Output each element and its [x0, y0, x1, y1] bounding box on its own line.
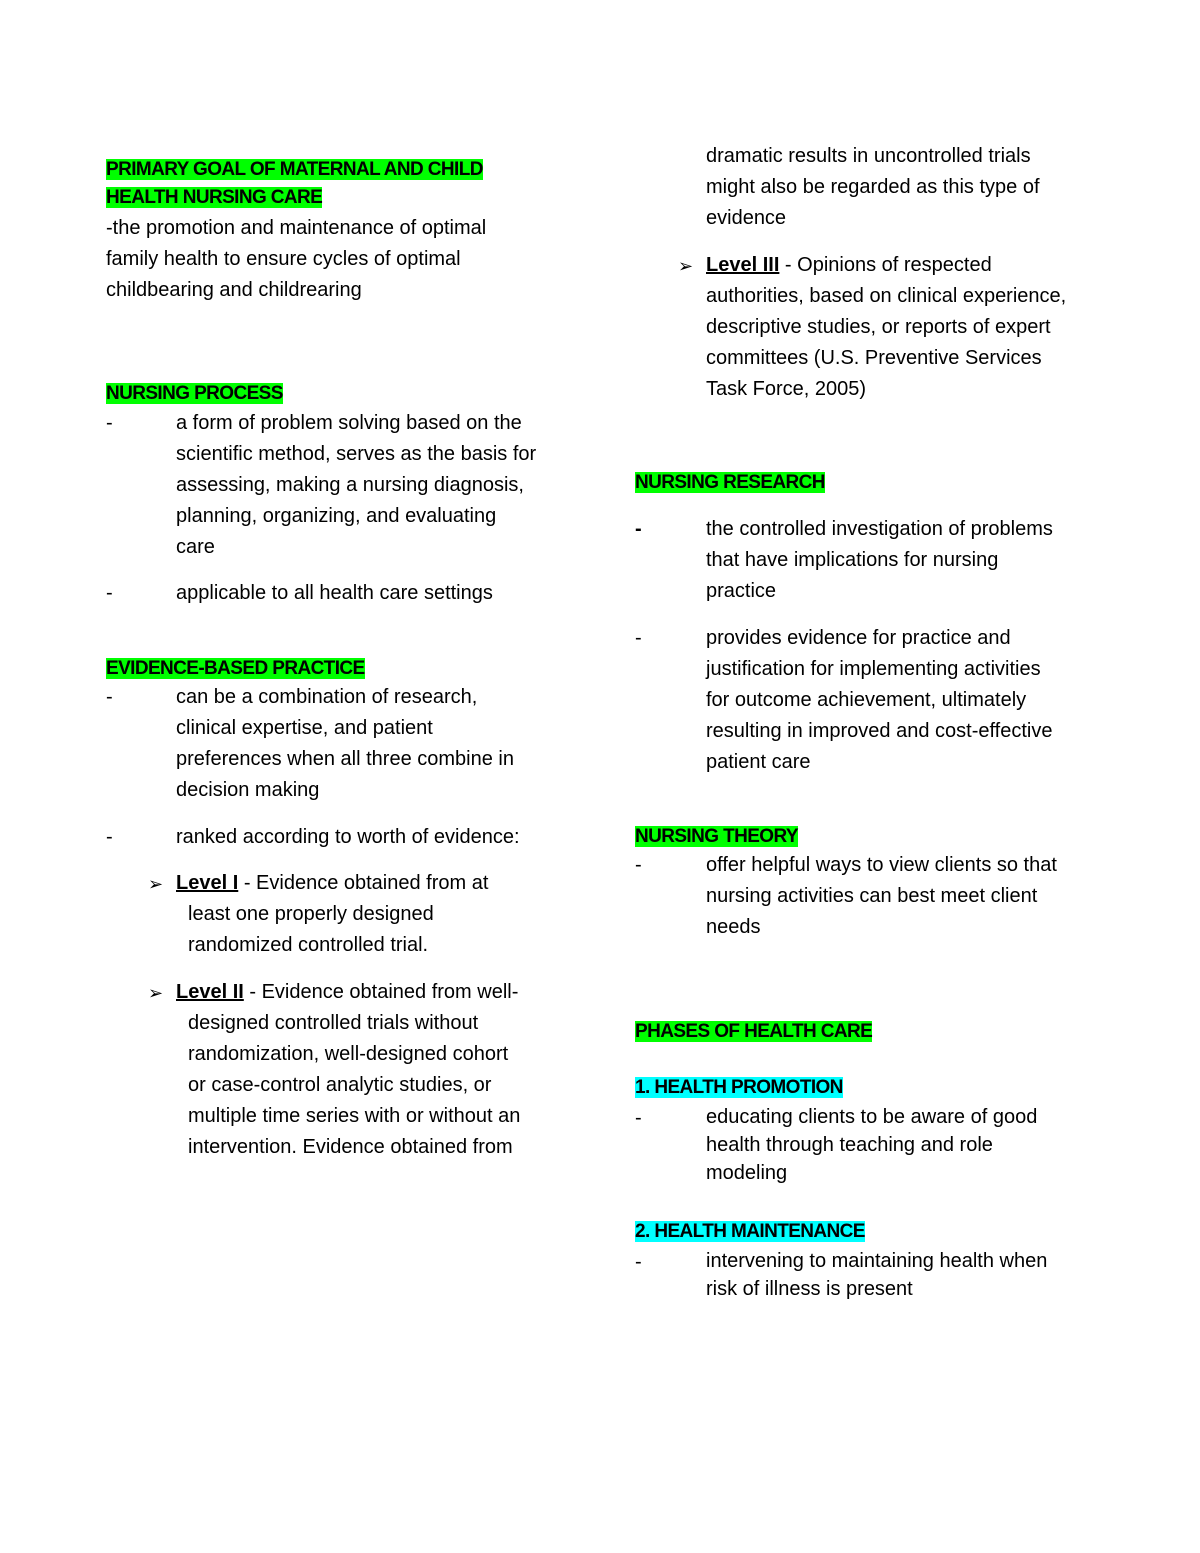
continued-line: dramatic results in uncontrolled trials [706, 145, 1031, 167]
level-2-first-line: - Evidence obtained from well- [243, 981, 519, 1003]
nursing-research-heading-text: NURSING RESEARCH [635, 472, 825, 493]
level-line: randomization, well-designed cohort [188, 1043, 509, 1065]
nursing-process-heading [106, 380, 283, 408]
arrow-bullet-icon: ➢ [148, 983, 164, 1003]
level-line: committees (U.S. Preventive Services [706, 347, 1042, 369]
bullet-line: resulting in improved and cost-effective [706, 720, 1053, 742]
level-line: least one properly designed [188, 903, 434, 925]
evidence-based-bullet-1 [176, 682, 514, 806]
primary-goal-heading-line2: HEALTH NURSING CARE [106, 187, 323, 208]
bullet-line: intervening to maintaining health when [706, 1250, 1048, 1272]
primary-goal-line: -the promotion and maintenance of optimal [106, 217, 487, 239]
level-3-first-line: - Opinions of respected [779, 254, 992, 276]
level-line: randomized controlled trial. [188, 934, 429, 956]
bullet-line: assessing, making a nursing diagnosis, [176, 474, 524, 496]
health-maintenance-bullet-1 [706, 1247, 1047, 1303]
continued-line: might also be regarded as this type of [706, 176, 1040, 198]
nursing-process-heading-text: NURSING PROCESS [106, 383, 283, 404]
bullet-line: needs [706, 916, 761, 938]
level-2-item [176, 977, 518, 1008]
bullet-dash: - [635, 627, 642, 649]
level-3-label: Level III [706, 254, 780, 276]
level-line: multiple time series with or without an [188, 1105, 521, 1127]
continued-line: evidence [706, 207, 787, 229]
bullet-line: provides evidence for practice and [706, 627, 1011, 649]
level-line: authorities, based on clinical experience, [706, 285, 1067, 307]
bullet-dash: - [635, 518, 642, 540]
bullet-dash: - [106, 686, 113, 708]
bullet-line: practice [706, 580, 777, 602]
nursing-process-bullet-2 [176, 578, 493, 609]
bullet-dash: - [106, 582, 113, 604]
bullet-line: modeling [706, 1162, 788, 1184]
primary-goal-line: family health to ensure cycles of optimal [106, 248, 461, 270]
bullet-dash: - [106, 826, 113, 848]
bullet-dash: - [635, 854, 642, 876]
bullet-line: the controlled investigation of problems [706, 518, 1053, 540]
evidence-based-heading [106, 655, 365, 683]
level-line: Task Force, 2005) [706, 378, 867, 400]
phases-heading-text: PHASES OF HEALTH CARE [635, 1021, 873, 1042]
bullet-line: that have implications for nursing [706, 549, 999, 571]
evidence-based-bullet-2 [176, 822, 520, 853]
bullet-line: decision making [176, 779, 320, 801]
level-1-continuation [188, 899, 434, 961]
health-promotion-bullet-1 [706, 1103, 1037, 1187]
bullet-line: risk of illness is present [706, 1278, 913, 1300]
health-promotion-heading [635, 1074, 843, 1102]
bullet-line: health through teaching and role [706, 1134, 993, 1156]
bullet-dash: - [635, 1251, 642, 1273]
level-line: intervention. Evidence obtained from [188, 1136, 513, 1158]
bullet-line: care [176, 536, 215, 558]
nursing-research-bullet-2 [706, 623, 1052, 778]
primary-goal-body [106, 213, 486, 306]
arrow-bullet-icon: ➢ [678, 256, 694, 276]
bullet-line: justification for implementing activities [706, 658, 1041, 680]
bullet-line: offer helpful ways to view clients so that [706, 854, 1057, 876]
bullet-line: scientific method, serves as the basis for [176, 443, 537, 465]
level-line: or case-control analytic studies, or [188, 1074, 492, 1096]
primary-goal-heading-line1: PRIMARY GOAL OF MATERNAL AND CHILD [106, 159, 483, 180]
arrow-bullet-icon: ➢ [148, 874, 164, 894]
nursing-theory-heading-text: NURSING THEORY [635, 826, 798, 847]
bullet-line: educating clients to be aware of good [706, 1106, 1038, 1128]
level-3-item [706, 250, 1066, 405]
bullet-dash: - [106, 412, 113, 434]
bullet-dash: - [635, 1107, 642, 1129]
level-1-first-line: - Evidence obtained from at [238, 872, 489, 894]
nursing-research-bullet-1 [706, 514, 1053, 607]
level-line: descriptive studies, or reports of expert [706, 316, 1051, 338]
primary-goal-line: childbearing and childrearing [106, 279, 362, 301]
bullet-line: nursing activities can best meet client [706, 885, 1038, 907]
primary-goal-heading [106, 156, 483, 212]
bullet-line: a form of problem solving based on the [176, 412, 522, 434]
nursing-research-heading [635, 469, 825, 497]
bullet-line: patient care [706, 751, 811, 773]
nursing-theory-bullet-1 [706, 850, 1057, 943]
level-line: designed controlled trials without [188, 1012, 479, 1034]
bullet-line: can be a combination of research, [176, 686, 478, 708]
level-1-item [176, 868, 488, 899]
level-1-label: Level I [176, 872, 239, 894]
bullet-line: for outcome achievement, ultimately [706, 689, 1027, 711]
bullet-line: preferences when all three combine in [176, 748, 514, 770]
bullet-line: planning, organizing, and evaluating [176, 505, 497, 527]
level-2-continuation [188, 1008, 520, 1163]
bullet-line: ranked according to worth of evidence: [176, 826, 520, 848]
phases-heading [635, 1018, 872, 1046]
bullet-line: clinical expertise, and patient [176, 717, 433, 739]
evidence-based-heading-text: EVIDENCE-BASED PRACTICE [106, 658, 365, 679]
nursing-theory-heading [635, 823, 798, 851]
bullet-line: applicable to all health care settings [176, 582, 493, 604]
health-maintenance-heading-text: 2. HEALTH MAINTENANCE [635, 1221, 865, 1242]
health-maintenance-heading [635, 1218, 865, 1246]
nursing-process-bullet-1 [176, 408, 536, 563]
level-2-label: Level II [176, 981, 244, 1003]
health-promotion-heading-text: 1. HEALTH PROMOTION [635, 1077, 843, 1098]
level-2-continued-text [706, 141, 1040, 234]
